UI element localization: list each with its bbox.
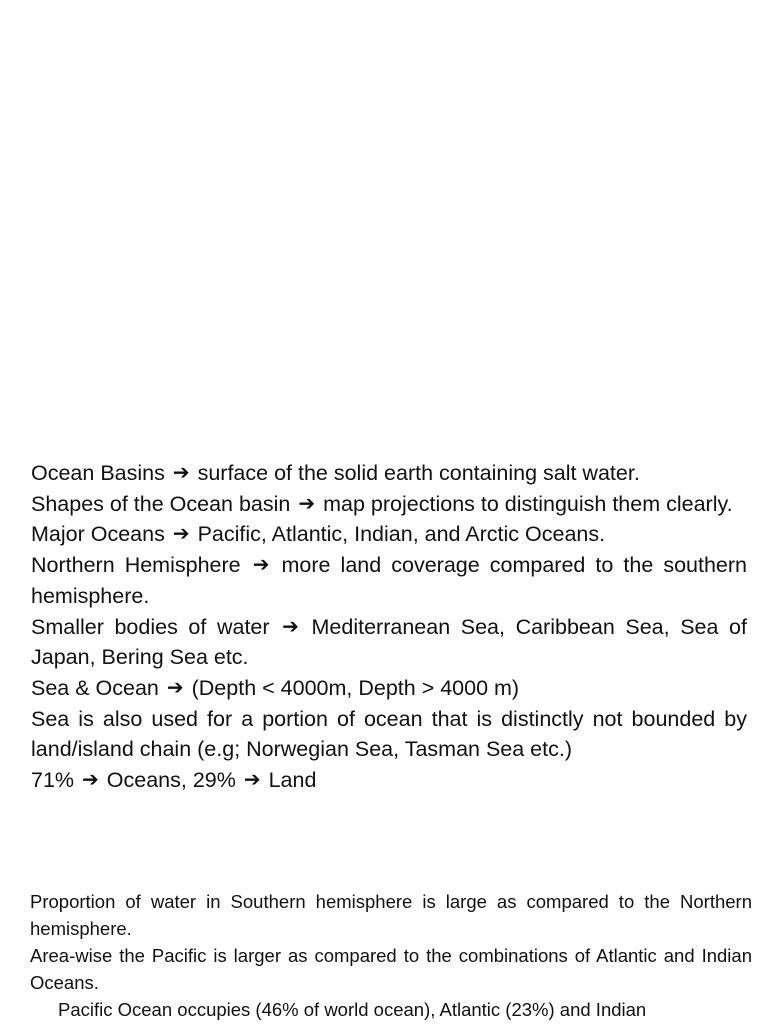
notes-block bbox=[30, 888, 752, 1023]
point-term: Sea & Ocean bbox=[31, 675, 159, 700]
point-sea-usage bbox=[31, 704, 747, 765]
point-text: Sea is also used for a portion of ocean that is distinctly not bounded by land/island chain (e.g; Norwegian Sea, Tasman Sea etc.) bbox=[31, 706, 747, 762]
point-major-oceans bbox=[31, 519, 747, 550]
point-ocean-land-ratio bbox=[31, 765, 747, 796]
point-ocean-basins bbox=[31, 458, 747, 489]
right-arrow-icon: ➔ bbox=[282, 613, 299, 638]
right-arrow-icon: ➔ bbox=[172, 460, 190, 484]
point-ocean-basin-shapes bbox=[31, 489, 747, 520]
point-term: 71% bbox=[31, 768, 75, 793]
point-term: Smaller bodies of water bbox=[31, 614, 270, 639]
right-arrow-icon: ➔ bbox=[252, 552, 270, 577]
point-sea-and-ocean bbox=[31, 673, 747, 704]
point-term: Shapes of the Ocean basin bbox=[31, 491, 291, 516]
right-arrow-icon: ➔ bbox=[243, 767, 261, 792]
point-text: surface of the solid earth containing salt water. bbox=[197, 461, 640, 485]
point-text: Land bbox=[268, 768, 317, 793]
key-points-block bbox=[31, 458, 747, 796]
point-term: Northern Hemisphere bbox=[31, 553, 241, 578]
right-arrow-icon: ➔ bbox=[172, 521, 190, 546]
point-term: Ocean Basins bbox=[31, 461, 165, 485]
right-arrow-icon: ➔ bbox=[298, 490, 316, 515]
point-text: Pacific, Atlantic, Indian, and Arctic Oceans. bbox=[197, 522, 606, 547]
right-arrow-icon: ➔ bbox=[166, 674, 184, 699]
point-term: Major Oceans bbox=[31, 522, 165, 547]
note-ocean-shares: Pacific Ocean occupies (46% of world ocean), Atlantic (23%) and Indian bbox=[58, 999, 647, 1020]
note-southern-hemisphere: Proportion of water in Southern hemisphere is large as compared to the Northern hemisphere. bbox=[30, 891, 752, 939]
point-text: (Depth < 4000m, Depth > 4000 m) bbox=[191, 675, 520, 700]
note-pacific-area: Area-wise the Pacific is larger as compared to the combinations of Atlantic and Indian Oceans. bbox=[30, 945, 752, 993]
point-text: more land coverage compared to the southern hemisphere. bbox=[31, 553, 748, 608]
right-arrow-icon: ➔ bbox=[82, 767, 99, 792]
point-text: map projections to distinguish them clearly. bbox=[323, 491, 733, 516]
point-text: Oceans, 29% bbox=[106, 768, 236, 793]
point-smaller-bodies bbox=[31, 612, 747, 673]
point-text: Mediterranean Sea, Caribbean Sea, Sea of Japan, Bering Sea etc. bbox=[31, 614, 747, 670]
point-northern-hemisphere bbox=[31, 550, 747, 611]
